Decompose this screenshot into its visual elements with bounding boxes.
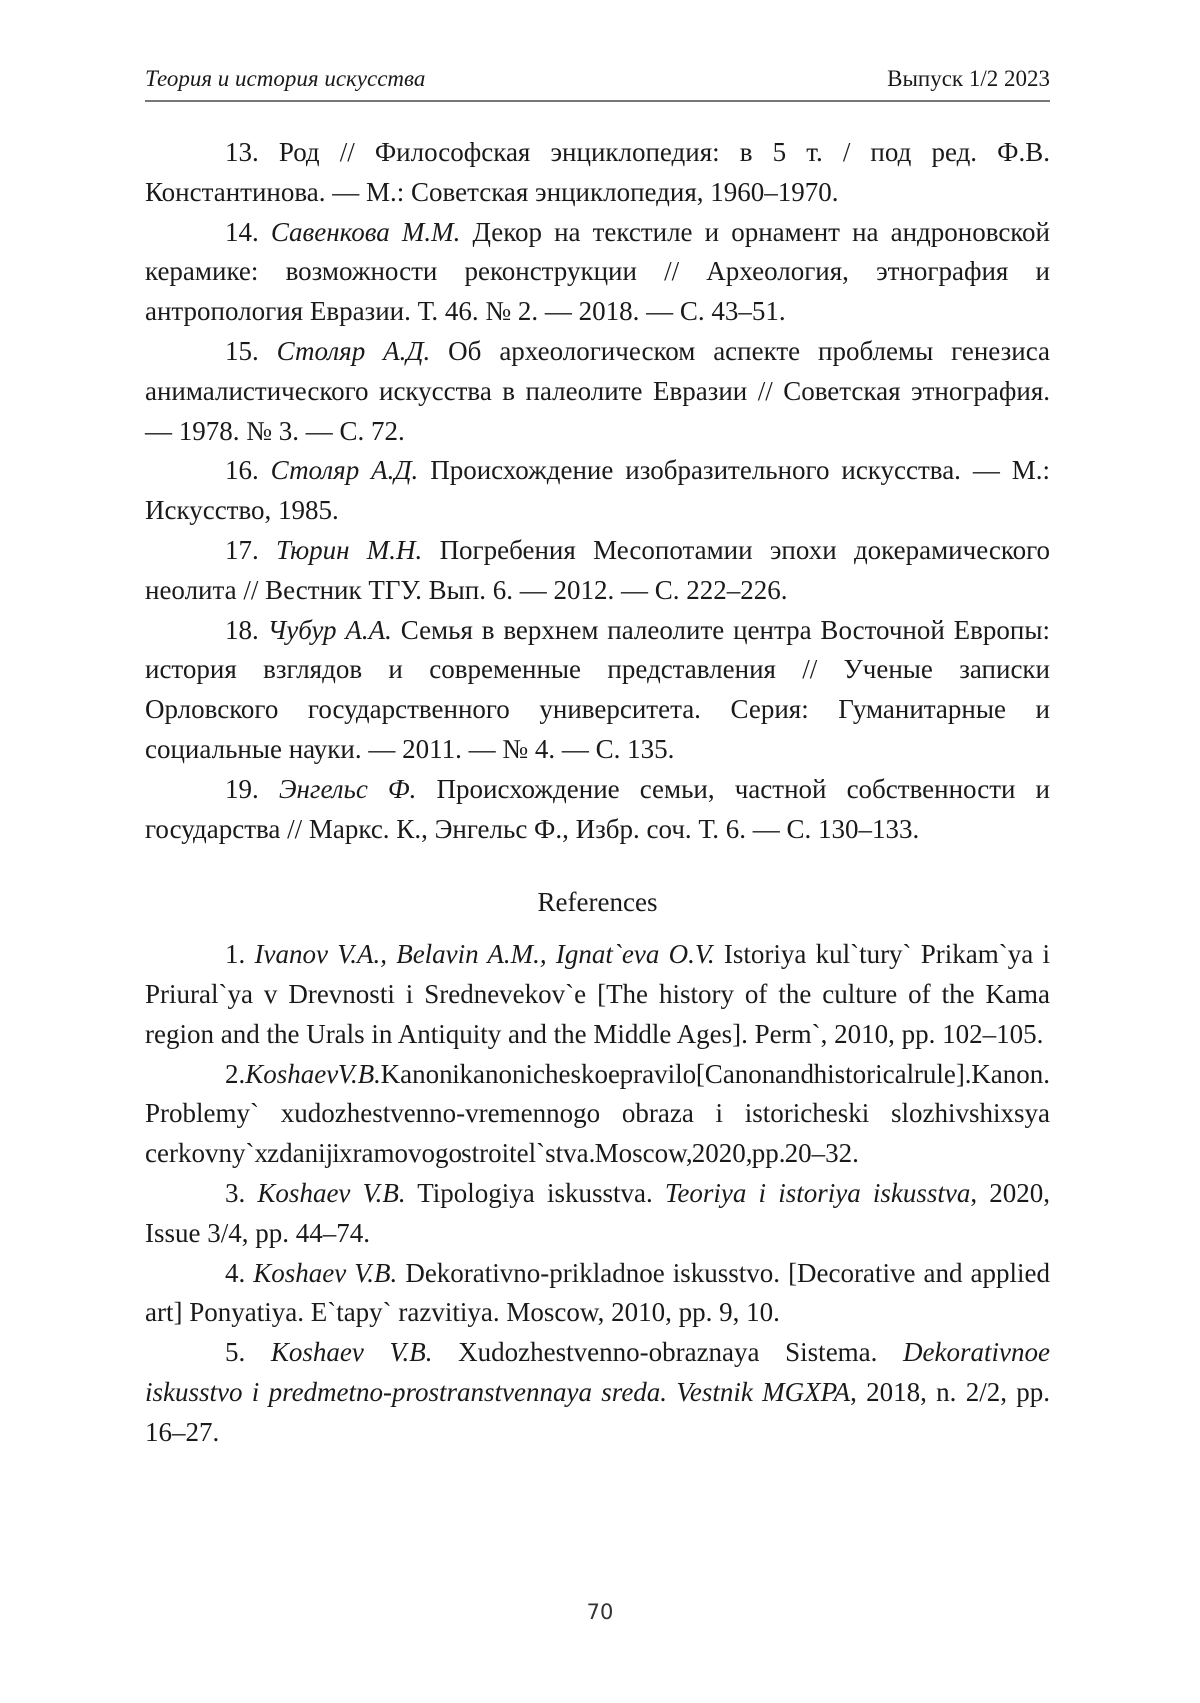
reference-entry: [145, 1333, 1050, 1452]
text-segment: 19.: [225, 773, 279, 804]
italic-segment: Koshaev V.B.: [245, 1058, 381, 1089]
text-segment: 2.: [225, 1058, 246, 1089]
bibliography-entry: [145, 531, 1050, 611]
bibliography-entry: [145, 332, 1050, 451]
text-segment: Об археологическом аспекте проблемы генезиса анималистического искусства в палеолите Евразии // Советская этнография. — 1978. № 3. — С. 72.: [145, 335, 1051, 446]
italic-segment: Koshaev V.B.: [257, 1177, 406, 1208]
reference-entry: [145, 1055, 1050, 1174]
italic-segment: Чубур А.А.: [267, 614, 392, 645]
page-body: [145, 133, 1050, 1453]
reference-entry: [145, 935, 1050, 1054]
text-segment: 18.: [225, 614, 268, 645]
text-segment: 5.: [225, 1337, 271, 1368]
text-segment: Tipologiya iskusstva.: [405, 1177, 665, 1208]
literature-list: [145, 133, 1050, 849]
text-segment: 3.: [225, 1177, 258, 1208]
italic-segment: Koshaev V.B.: [253, 1257, 398, 1288]
bibliography-entry: [145, 133, 1050, 213]
italic-segment: Teoriya i istoriya iskusstva: [664, 1177, 971, 1208]
issue-label: Выпуск 1/2 2023: [887, 66, 1050, 91]
text-segment: Семья в верхнем палеолите центра Восточной Европы: история взглядов и современные представления // Ученые записки Орловского государственного университета. Серия: Гуманитарные и социальные науки. — 2011. — № 4. — С. 135.: [145, 614, 1050, 764]
bibliography-entry: [145, 770, 1050, 850]
references-heading: References: [537, 887, 658, 918]
italic-segment: Ivanov V.A., Belavin A.M., Ignat`eva O.V.: [254, 939, 715, 970]
text-segment: 17.: [225, 534, 277, 565]
italic-segment: Столяр А.Д.: [270, 455, 419, 486]
text-segment: 13. Род // Философская энциклопедия: в 5 т. / под ред. Ф.В. Константинова. — М.: Советская энциклопедия, 1960–1970.: [145, 137, 1050, 207]
text-segment: Xudozhestvenno-obraznaya Sistema.: [432, 1337, 904, 1368]
text-segment: Происхождение семьи, частной собственности и государства // Маркс. К., Энгельс Ф., Избр. соч. Т. 6. — С. 130–133.: [145, 773, 1050, 844]
bibliography-entry: [145, 611, 1050, 770]
text-segment: , 2020, Issue 3/4, pp. 44–74.: [145, 1177, 1051, 1248]
text-segment: 16.: [225, 455, 271, 486]
bibliography-entry: [145, 213, 1050, 332]
text-segment: 1.: [225, 939, 255, 970]
italic-segment: Тюрин М.Н.: [276, 534, 423, 565]
text-segment: Istoriya kul`tury` Prikam`ya i Priural`ya v Drevnosti i Srednevekov`e [The history of the culture of the Kama region and the Urals in Antiquity and the Middle Ages]. Perm`, 2010, pp. 102–105.: [145, 939, 1051, 1049]
italic-segment: Савенкова М.М.: [270, 216, 461, 247]
page-number: 70: [586, 1600, 614, 1624]
text-segment: Погребения Месопотамии эпохи докерамического неолита // Вестник ТГУ. Вып. 6. — 2012. — С. 222–226.: [145, 534, 1050, 605]
bibliography-entry: [145, 451, 1050, 531]
text-segment: 15.: [225, 335, 277, 366]
text-segment: Происхождение изобразительного искусства. — М.: Искусство, 1985.: [145, 455, 1051, 526]
text-segment: Декор на текстиле и орнамент на андроновской керамике: возможности реконструкции // Археология, этнография и антропология Евразии. Т. 46. № 2. — 2018. — С. 43–51.: [145, 216, 1050, 327]
text-segment: Kanon i kanonicheskoe pravilo [Canon and historical rule]. Kanon. Problemy` xudozhestvenno-vremennogo obraza i istoricheski slozhivshixsya cerkovny`x zdanij i xramovogo stroitel`stva. Moscow, 2020, pp. 20–32.: [145, 1058, 1050, 1169]
text-segment: , 2018, n. 2/2, pp. 16–27.: [145, 1376, 1050, 1447]
running-header: [145, 64, 1050, 102]
reference-entry: [145, 1254, 1050, 1334]
text-segment: Dekorativno-prikladnoe iskusstvo. [Decorative and applied art] Ponyatiya. E`tapy` razvitiya. Moscow, 2010, pp. 9, 10.: [145, 1257, 1050, 1328]
references-list: [145, 935, 1050, 1452]
italic-segment: Энгельс Ф.: [278, 773, 417, 804]
italic-segment: Dekorativnoe iskusstvo i predmetno-prostranstvennaya sreda. Vestnik MGXPA: [145, 1337, 1050, 1407]
text-segment: 14.: [225, 216, 271, 247]
text-segment: 4.: [225, 1257, 254, 1288]
journal-title: Теория и история искусства: [145, 66, 426, 91]
italic-segment: Столяр А.Д.: [276, 335, 431, 366]
italic-segment: Koshaev V.B.: [270, 1337, 433, 1368]
reference-entry: [145, 1174, 1050, 1254]
